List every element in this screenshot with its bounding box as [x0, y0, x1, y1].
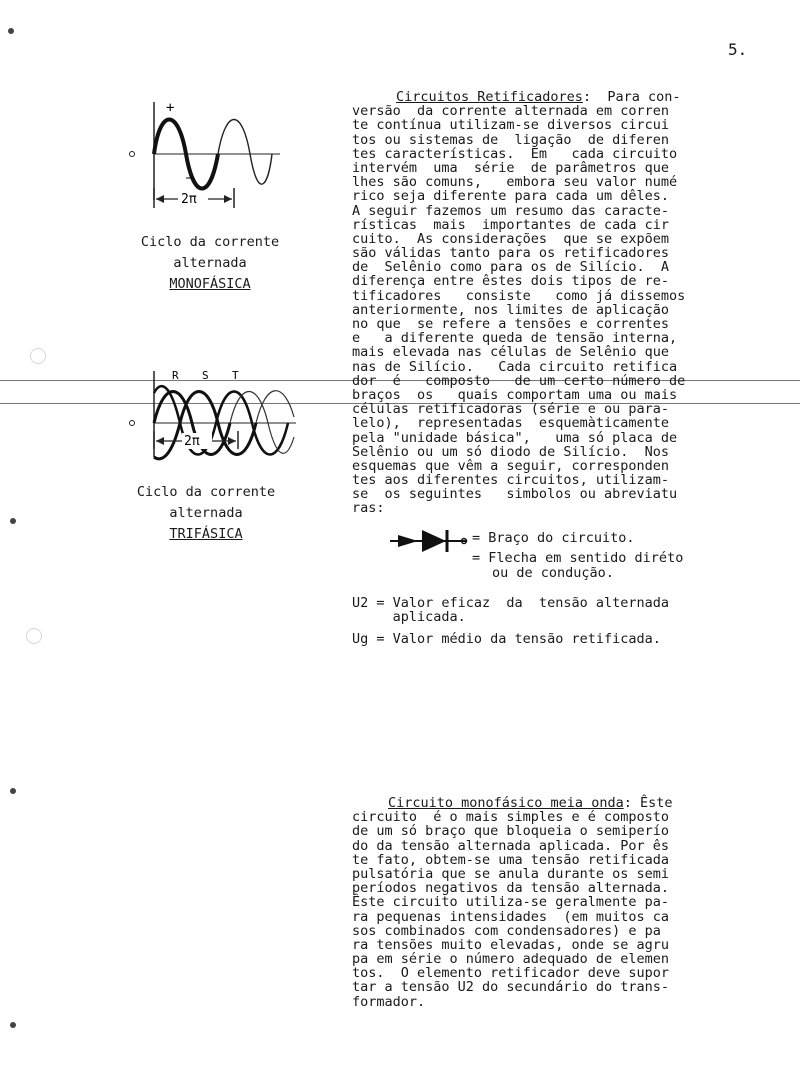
text-line: tes características. Em cada circuito	[352, 145, 678, 162]
punch-hole	[30, 348, 46, 364]
text-line: ras:	[352, 500, 385, 517]
phase-s-label: S	[202, 369, 209, 382]
arrow-head-left	[156, 195, 164, 203]
text-line: são válidas tanto para os retificadores	[352, 245, 669, 262]
scan-mark	[10, 788, 16, 794]
u2-definition	[352, 596, 772, 624]
text-line: intervém uma série de parâmetros que	[352, 159, 669, 176]
text-line: sos combinados com condensadores) e pa	[352, 922, 661, 939]
text-line: se os seguintes simbolos ou abreviatu	[352, 486, 678, 503]
punch-hole	[26, 628, 42, 644]
arrow-head-left	[156, 437, 164, 445]
scan-mark	[10, 1022, 16, 1028]
text-line: te fato, obtem-se uma tensão retificada	[352, 851, 669, 868]
page-number: 5.	[728, 40, 748, 59]
text-line: versão da corrente alternada em corren	[352, 103, 669, 120]
text-line: diferença entre êstes dois tipos de re-	[352, 273, 669, 290]
text-line: Selênio ou um só diodo de Silício. Nos	[352, 443, 669, 460]
period-label: 2π	[184, 434, 200, 449]
section-rectifier-circuits	[352, 90, 752, 530]
scan-mark	[8, 28, 14, 34]
text-line: anteriormente, nos limites de aplicação	[352, 301, 669, 318]
positive-half-wave	[154, 120, 186, 155]
section-heading: Circuito monofásico meia onda	[388, 795, 624, 811]
text-line: períodos negativos da tensão alternada.	[352, 880, 669, 897]
text-line: e a diferente queda de tensão interna,	[352, 330, 678, 347]
phase-continuation	[230, 392, 294, 454]
ug-definition	[352, 632, 772, 646]
single-phase-waveform-diagram	[120, 98, 320, 218]
text-line: rico seja diferente para cada um dêles.	[352, 188, 669, 205]
text-line: pa em série o número adequado de elemen	[352, 951, 669, 968]
phase-r-label: R	[172, 369, 179, 382]
text-line: Circuitos Retificadores: Para con-	[396, 89, 681, 105]
next-period	[218, 120, 272, 185]
text-line: Êste circuito utiliza-se geralmente pa-	[352, 894, 669, 911]
text-line: Circuito monofásico meia onda: Êste	[388, 795, 673, 811]
caption-line-1: Ciclo da corrente	[140, 234, 280, 250]
text-line: rísticas mais importantes de cada cir	[352, 216, 669, 233]
three-phase-waveform-diagram	[120, 367, 320, 482]
single-phase-caption	[100, 232, 320, 295]
minus-sign: –	[186, 170, 195, 186]
text-line: braços os quais comportam uma ou mais	[352, 386, 678, 403]
text-line: esquemas que vêm a seguir, corresponden	[352, 457, 669, 474]
phase-t-label: T	[232, 369, 239, 382]
text-line: aplicada.	[352, 609, 466, 626]
text-line: nas de Silício. Cada circuito retifica	[352, 358, 678, 375]
origin-marker	[130, 152, 135, 157]
text-line: ra pequenas intensidades (em muitos ca	[352, 908, 669, 925]
text-line: A seguir fazemos um resumo das caracte-	[352, 202, 669, 219]
section-heading: Circuitos Retificadores	[396, 89, 583, 105]
arrow-head-right	[228, 437, 236, 445]
branch-definition: = Braço do circuito.	[472, 530, 635, 546]
text-line: no que se refere a tensões e correntes	[352, 316, 669, 332]
plus-sign: +	[166, 100, 175, 116]
text-line: tos. O elemento retificador deve supor	[352, 965, 669, 982]
three-phase-caption	[96, 482, 316, 545]
text-line: tificadores consiste como já dissemos	[352, 287, 686, 304]
caption-title: TRIFÁSICA	[169, 526, 243, 542]
arrow-definition: = Flecha em sentido diréto	[472, 550, 684, 566]
period-label: 2π	[181, 192, 197, 207]
text-line: Ug = Valor médio da tensão retificada.	[352, 631, 661, 647]
text-line	[352, 1009, 762, 1023]
caption-line-1: Ciclo da corrente	[136, 484, 276, 500]
text-line: células retificadoras (série e ou para-	[352, 401, 669, 418]
section-single-phase-half-wave	[352, 796, 762, 1023]
caption-title: MONOFÁSICA	[169, 276, 251, 292]
text-line: cuito. As considerações que se expõem	[352, 230, 669, 247]
text-line: formador.	[352, 993, 426, 1010]
arrow-definition-cont: ou de condução.	[492, 565, 614, 581]
text-line: tes aos diferentes circuitos, utilizam-	[352, 472, 669, 489]
text-line: dor é composto de um certo número de	[352, 372, 686, 389]
text-line: U2 = Valor eficaz da tensão alternada	[352, 595, 669, 611]
text-line: pela "unidade básica", uma só placa de	[352, 429, 678, 446]
text-line: circuito é o mais simples e é composto	[352, 809, 669, 826]
text-line: de Selênio como para os de Silício. A	[352, 259, 669, 276]
text-line: de um só braço que bloqueia o semiperío	[352, 823, 669, 840]
text-line: lhes são comuns, embora seu valor numé	[352, 174, 678, 191]
text-line: pulsatória que se anula durante os semi	[352, 865, 669, 882]
arrow-head-right	[224, 195, 232, 203]
text-line: do da tensão alternada aplicada. Por ês	[352, 837, 669, 854]
scan-mark	[10, 518, 16, 524]
text-line: te contínua utilizam-se diversos circui	[352, 117, 669, 134]
origin-marker	[130, 421, 135, 426]
phase-continuation	[256, 391, 294, 423]
text-line: mais elevada nas células de Selênio que	[352, 344, 669, 361]
text-line: tar a tensão U2 do secundário do trans-	[352, 979, 669, 996]
diode-arrow-icon	[388, 526, 472, 556]
text-line: tos ou sistemas de ligação de diferen	[352, 131, 669, 148]
caption-line-2: alternada	[169, 505, 243, 521]
text-line: ra tensões muito elevadas, onde se agru	[352, 936, 669, 953]
caption-line-2: alternada	[173, 255, 247, 271]
text-line: lelo), representadas esquemàticamente	[352, 415, 669, 432]
